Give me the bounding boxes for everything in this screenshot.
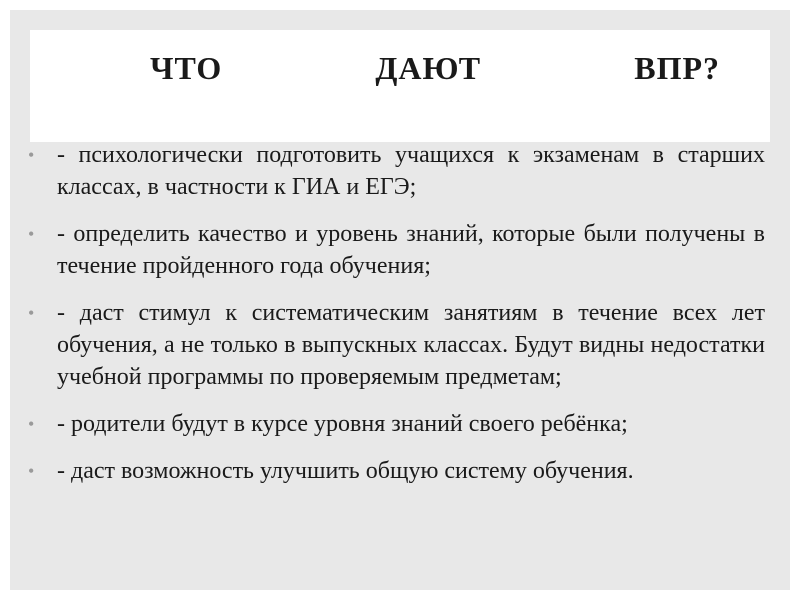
- bullet-icon: •: [28, 414, 35, 434]
- list-item: [28, 455, 765, 487]
- list-item-text: - родители будут в курсе уровня знаний своего ребёнка;: [57, 411, 628, 437]
- list-item-text: - психологически подготовить учащихся к экзаменам в старших классах, в частности к ГИА и ЕГЭ;: [57, 142, 765, 200]
- list-item-text: - определить качество и уровень знаний, которые были получены в течение пройденного года обучения;: [57, 221, 765, 279]
- title-box: [30, 30, 770, 142]
- title-word-2: ДАЮТ: [375, 50, 482, 86]
- list-item: [28, 218, 765, 282]
- list-item: [28, 408, 765, 440]
- title-word-1: ЧТО: [150, 50, 223, 86]
- bullet-icon: •: [28, 145, 35, 165]
- list-item: [28, 139, 765, 203]
- title-word-3: ВПР?: [634, 50, 720, 86]
- list-item: [28, 297, 765, 393]
- bullet-icon: •: [28, 461, 35, 481]
- bullet-list: [28, 139, 765, 502]
- slide: [10, 10, 790, 590]
- slide-title: [150, 50, 720, 87]
- bullet-icon: •: [28, 303, 35, 323]
- list-item-text: - даст стимул к систематическим занятиям в течение всех лет обучения, а не только в выпускных классах. Будут видны недостатки учебной программы по проверяемым предметам;: [57, 300, 765, 390]
- list-item-text: - даст возможность улучшить общую систему обучения.: [57, 458, 634, 484]
- bullet-icon: •: [28, 224, 35, 244]
